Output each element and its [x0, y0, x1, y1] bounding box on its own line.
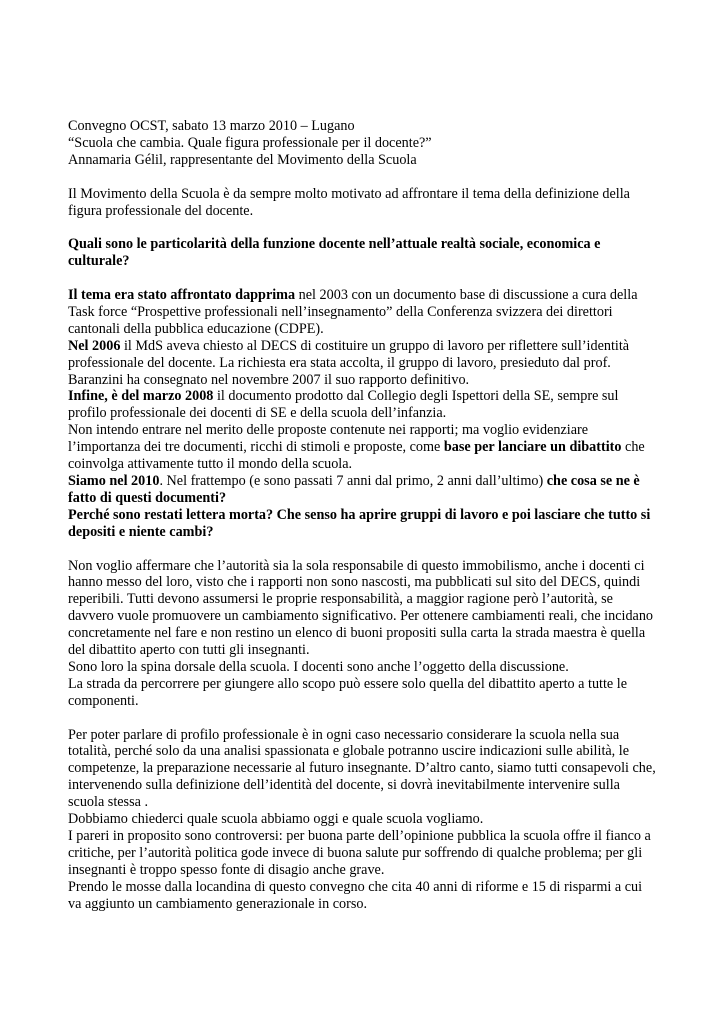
section1-p4-bold: base per lanciare un dibattito — [443, 439, 622, 456]
section1-p1-text: nel 2003 con un documento base di discussione a cura della Task force “Prospettive professionali nell’insegnamento” della Conferenza svizzera dei direttori cantonali della pubblica educazione (CDPE). — [68, 287, 638, 337]
section3-paragraph-3: I pareri in proposito sono controversi: per buona parte dell’opinione pubblica la scuola offre il fianco a critiche, per l’autorità politica gode invece di buona salute pur soffrendo di qualche problema; per gli insegnanti è troppo spesso fonte di disagio anche grave. — [68, 827, 651, 878]
section3-paragraph-4: Prendo le mosse dalla locandina di questo convegno che cita 40 anni di riforme e 15 di risparmi a cui va aggiunto un cambiamento generazionale in corso. — [68, 878, 643, 912]
section2-paragraph-2: Sono loro la spina dorsale della scuola. I docenti sono anche l’oggetto della discussione. — [68, 658, 569, 675]
section1-p5-text: . Nel frattempo (e sono passati 7 anni dal primo, 2 anni dall’ultimo) — [159, 472, 547, 489]
section2-paragraph-3: La strada da percorrere per giungere allo scopo può essere solo quella del dibattito aperto a tutte le componenti. — [68, 675, 627, 709]
spacer — [68, 219, 658, 236]
section1-p3-bold: Infine, è del marzo 2008 — [68, 388, 214, 405]
section1-p6-bold: Perché sono restati lettera morta? Che senso ha aprire gruppi di lavoro e poi lasciare che tutto si depositi e niente cambi? — [68, 506, 651, 540]
section1-paragraph-2 — [68, 338, 658, 389]
section3-paragraph-2: Dobbiamo chiederci quale scuola abbiamo oggi e quale scuola vogliamo. — [68, 811, 484, 828]
section3-paragraph-1: Per poter parlare di profilo professionale è in ogni caso necessario considerare la scuola nella sua totalità, perché solo da una analisi spassionata e globale potranno uscire indicazioni sulle abilità, le competenze, la preparazione necessarie al futuro insegnante. D’altro canto, siamo tutti consapevoli che, intervenendo sulla definizione dell’identità del docente, si dovrà inevitabilmente intervenire sulla scuola stessa . — [68, 726, 656, 811]
document-body — [68, 118, 658, 913]
section1-p4-text-2: che coinvolga attivamente tutto il mondo della scuola. — [68, 439, 645, 473]
section1-p5-bold-2: che cosa se ne è fatto di questi documenti? — [68, 472, 640, 506]
section1-paragraph-5 — [68, 473, 658, 507]
section1-paragraph-3 — [68, 388, 658, 422]
header-line-2: “Scuola che cambia. Quale figura professionale per il docente?” — [68, 134, 432, 151]
question-heading — [68, 236, 658, 270]
intro-paragraph: Il Movimento della Scuola è da sempre molto motivato ad affrontare il tema della definizione della figura professionale del docente. — [68, 185, 630, 219]
section1-paragraph-6 — [68, 507, 658, 541]
section1-p2-text: il MdS aveva chiesto al DECS di costituire un gruppo di lavoro per riflettere sull’identità professionale del docente. La richiesta era stata accolta, il gruppo di lavoro, presieduto dal prof. Baranzini ha consegnato nel novembre 2007 il suo rapporto definitivo. — [68, 337, 630, 388]
question-text: Quali sono le particolarità della funzione docente nell’attuale realtà sociale, economica e culturale? — [68, 236, 601, 270]
section1-p4-text-1: Non intendo entrare nel merito delle proposte contenute nei rapporti; ma voglio evidenziare l’importanza dei tre documenti, ricchi di stimoli e proposte, come — [68, 422, 589, 456]
section1-paragraph-4 — [68, 422, 658, 473]
spacer — [68, 169, 658, 186]
header-line-1: Convegno OCST, sabato 13 marzo 2010 – Lugano — [68, 118, 355, 134]
section1-p1-bold: Il tema era stato affrontato dapprima — [68, 287, 296, 304]
header-line-3: Annamaria Gélil, rappresentante del Movimento della Scuola — [68, 151, 417, 168]
section2-paragraph-1: Non voglio affermare che l’autorità sia la sola responsabile di questo immobilismo, anche i docenti ci hanno messo del loro, visto che i rapporti non sono nascosti, ma pubblicati sul sito del DECS, quindi reperibili. Tutti devono assumersi le proprie responsabilità, a maggior ragione però l’autorità, se davvero vuole promuovere un cambiamento significativo. Per ottenere cambiamenti reali, che incidano concretamente nel fare e non restino un elenco di buoni propositi sulla carta la strada maestra è quella del dibattito aperto con tutti gli insegnanti. — [68, 557, 654, 659]
spacer — [68, 541, 658, 558]
spacer — [68, 710, 658, 727]
section1-p5-bold-1: Siamo nel 2010 — [68, 472, 160, 489]
section1-p3-text: il documento prodotto dal Collegio degli Ispettori della SE, sempre sul profilo professionale dei docenti di SE e della scuola dell’infanzia. — [68, 388, 619, 422]
section1-p2-bold: Nel 2006 — [68, 337, 121, 354]
spacer — [68, 270, 658, 287]
section1-paragraph-1 — [68, 287, 658, 338]
